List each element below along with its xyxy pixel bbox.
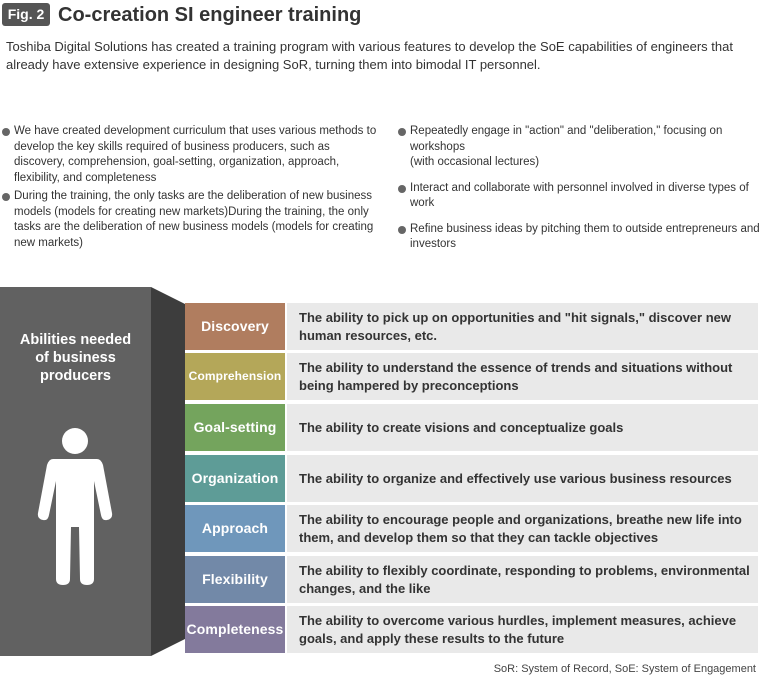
- right-bullet: Interact and collaborate with personnel involved in diverse types of work: [398, 181, 760, 212]
- ability-row-flexibility: [185, 556, 758, 603]
- intro-text: Toshiba Digital Solutions has created a training program with various features to develop the SoE capabilities of engineers that already have extensive experience in designing SoR, turning them into bimodal IT personnel.: [6, 39, 733, 72]
- ability-description: The ability to pick up on opportunities and "hit signals," discover new human resources, etc.: [287, 303, 758, 350]
- right-bullet: Refine business ideas by pitching them to outside entrepreneurs and investors: [398, 222, 760, 253]
- abilities-panel: [0, 287, 151, 656]
- ability-description: The ability to encourage people and organizations, breathe new life into them, and develop them so that they can tackle objectives: [287, 505, 758, 552]
- ability-label: Organization: [185, 455, 285, 502]
- ability-row-completeness: [185, 606, 758, 653]
- left-bullet: During the training, the only tasks are the deliberation of new business models (models for creating new markets)During the training, the only tasks are the deliberation of new business models (models for creating new markets): [2, 189, 380, 251]
- ability-label: Discovery: [185, 303, 285, 350]
- ability-description: The ability to understand the essence of trends and situations without being hampered by preconceptions: [287, 353, 758, 400]
- ability-description: The ability to create visions and conceptualize goals: [287, 404, 758, 451]
- ability-label: Approach: [185, 505, 285, 552]
- bullet-list-right: [398, 124, 760, 263]
- right-bullet: Repeatedly engage in "action" and "deliberation," focusing on workshops (with occasional lectures): [398, 124, 760, 171]
- panel-connector: [151, 287, 185, 656]
- footnote: SoR: System of Record, SoE: System of Engagement: [493, 663, 756, 675]
- ability-label: Comprehension: [185, 353, 285, 400]
- ability-row-comprehension: [185, 353, 758, 400]
- bullet-list-left: [2, 124, 380, 254]
- ability-row-discovery: [185, 303, 758, 350]
- ability-row-approach: [185, 505, 758, 552]
- panel-heading: Abilities needed of business producers: [19, 332, 132, 384]
- ability-description: The ability to flexibly coordinate, responding to problems, environmental changes, and the like: [287, 556, 758, 603]
- figure-title: Co-creation SI engineer training: [58, 4, 362, 26]
- ability-description: The ability to overcome various hurdles, implement measures, achieve goals, and apply these results to the future: [287, 606, 758, 653]
- ability-row-goal-setting: [185, 404, 758, 451]
- ability-label: Flexibility: [185, 556, 285, 603]
- person-icon: [37, 427, 113, 587]
- ability-row-organization: [185, 455, 758, 502]
- figure-badge: Fig. 2: [2, 3, 50, 26]
- ability-label: Goal-setting: [185, 404, 285, 451]
- ability-description: The ability to organize and effectively use various business resources: [287, 455, 758, 502]
- ability-label: Completeness: [185, 606, 285, 653]
- left-bullet: We have created development curriculum that uses various methods to develop the key skills required of business producers, such as discovery, comprehension, goal-setting, organization, approach, flexibility, and completeness: [2, 124, 380, 186]
